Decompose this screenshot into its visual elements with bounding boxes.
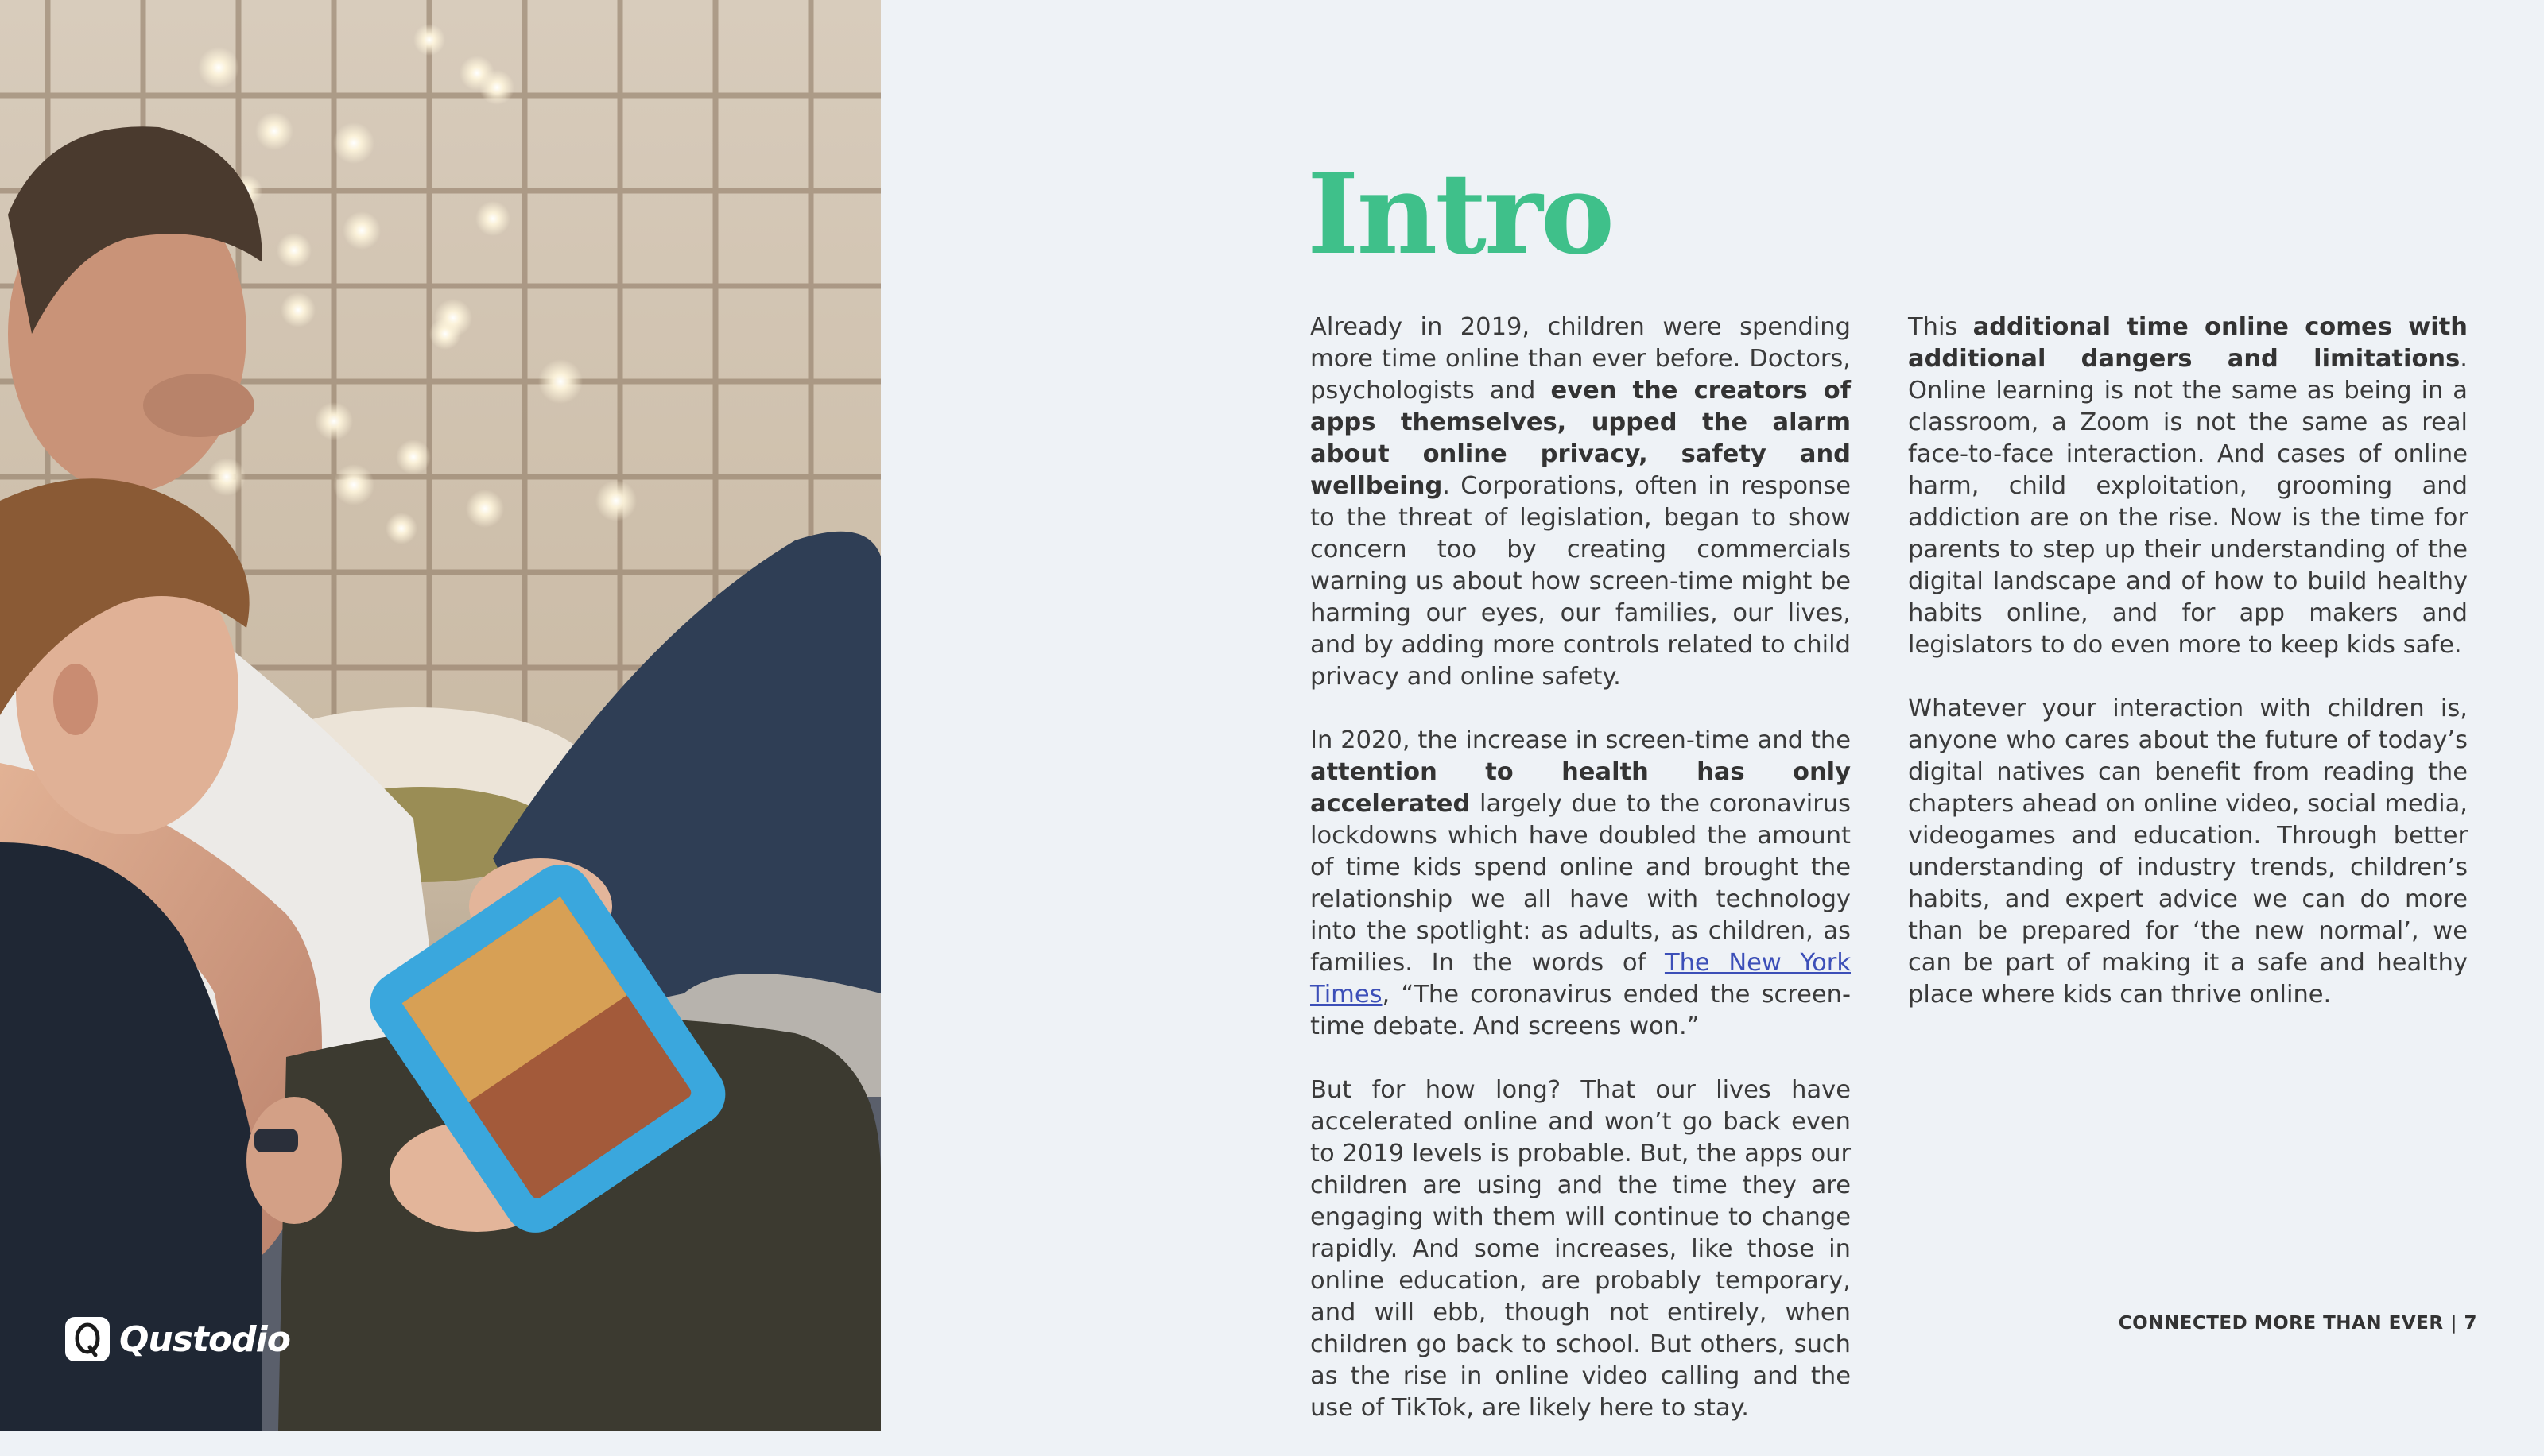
page-footer (2119, 1313, 2477, 1334)
paragraph-1: Already in 2019, children were spending more time online than ever before. Doctors, psychologists and even the creators of apps themselves, upped the alarm about online privacy, safety and wellbeing. Corporations, often in response to the threat of legislation, began to show concern too by creating commercials warning us about how screen-time might be harming our eyes, our families, our lives, and by adding more controls related to child privacy and online safety. (1310, 313, 1851, 691)
footer-separator: | (2450, 1313, 2457, 1334)
nyt-link[interactable]: The New York Times (1310, 949, 1851, 1009)
page-title: Intro (1307, 149, 1613, 280)
footer-label: CONNECTED MORE THAN EVER (2118, 1313, 2444, 1334)
paragraph-5: Whatever your interaction with children is, anyone who cares about the future of today’s digital natives can benefit from reading the chapters ahead on online video, social media, videogames and education. Through better understanding of industry trends, children’s habits, and expert advice we can do more than be prepared for ‘the new normal’, we can be part of making it a safe and healthy place where kids can thrive online. (1908, 695, 2468, 1009)
emphasis-text: even the creators of apps themselves, upped the alarm about online privacy, safety and wellbeing (1310, 377, 1851, 500)
body-column-right (1908, 312, 2468, 1043)
paragraph-4: This additional time online comes with additional dangers and limitations. Online learning is not the same as being in a classroom, a Zoom is not the same as real face-to-face interaction. And cases of online harm, child exploitation, grooming and addiction are on the rise. Now is the time for parents to step up their understanding of the digital landscape and of how to build healthy habits online, and for app makers and legislators to do even more to keep kids safe. (1908, 313, 2468, 659)
qustodio-logo-icon (65, 1317, 110, 1361)
paragraph-3: But for how long? That our lives have accelerated online and won’t go back even to 2019 levels is probable. But, the apps our children are using and the time they are engaging with them will continue to change rapidly. And some increases, like those in online education, are probably temporary, and will ebb, though not entirely, when children go back to school. But others, such as the rise in online video calling and the use of TikTok, are likely here to stay. (1310, 1076, 1851, 1422)
paragraph-2: In 2020, the increase in screen-time and the attention to health has only accelerated largely due to the coronavirus lockdowns which have doubled the amount of time kids spend online and brought the relationship we all have with technology into the spotlight: as adults, as children, as families. In the words of The New York Times, “The coronavirus ended the screen-time debate. And screens won.” (1310, 726, 1851, 1040)
page-number: 7 (2464, 1313, 2477, 1334)
body-column-left (1310, 312, 1851, 1456)
qustodio-logo (65, 1315, 290, 1363)
emphasis-text: attention to health has only accelerated (1310, 758, 1851, 818)
logo-wordmark: Qustodio (119, 1319, 290, 1360)
father-son-tablet-illustration (0, 0, 881, 1431)
cover-photo (0, 0, 881, 1431)
emphasis-text: additional time online comes with additional dangers and limitations (1908, 313, 2468, 373)
